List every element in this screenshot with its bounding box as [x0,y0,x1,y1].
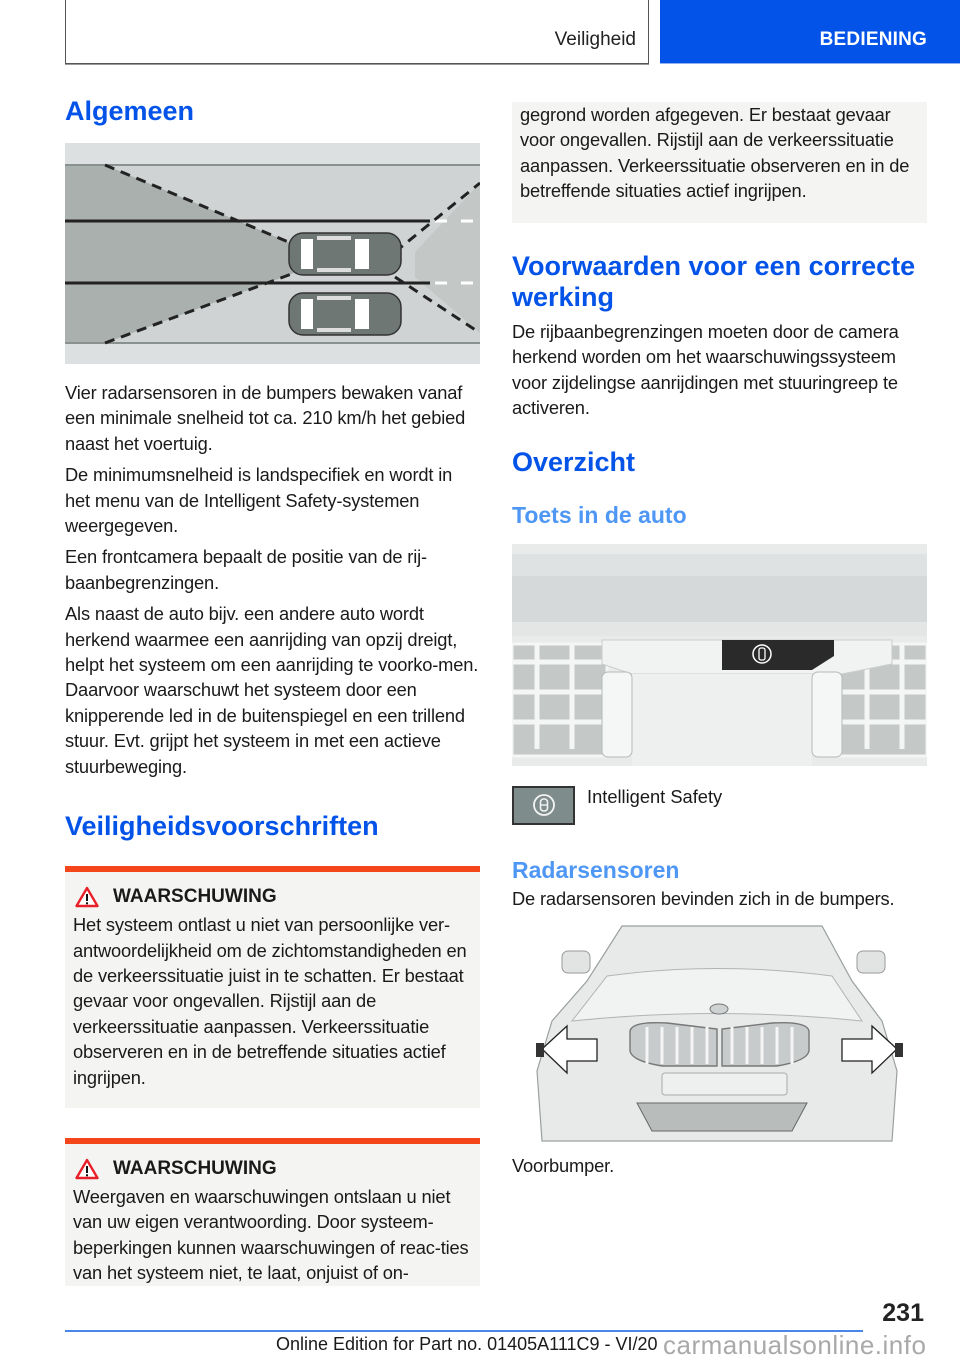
paragraph: De rijbaanbegrenzingen moeten door de camera herkend worden om het waarschuwingssysteem voor zijdelingse aanrijdingen met stuuringreep te activeren. [512,321,899,419]
intelligent-safety-button[interactable] [512,786,575,825]
warning-triangle-icon [75,886,99,908]
chapter-title: BEDIENING [819,29,927,50]
subheading-button: Toets in de auto [512,501,687,528]
warning-title: WAARSCHUWING [113,886,277,908]
warning-text: Het systeem ontlast u niet van persoonlijke ver-antwoordelijkheid om de zichtomstandigheden en de verkeerssituatie juist in te schatten. Er bestaat gevaar voor ongevallen. Rijstijl aan de verkeerssituatie aanpassen. Verkeerssituatie observeren en in de betreffende situaties actief ingrijpen. [73,914,467,1088]
heading-conditions: Voorwaarden voor een correcte werking [512,251,916,312]
page-number: 231 [882,1299,924,1327]
warning-triangle-icon [75,1158,99,1180]
paragraph: Vier radarsensoren in de bumpers bewaken vanaf een minimale snelheid tot ca. 210 km/h het gebied naast het voertuig. [65,382,466,454]
right-column [512,102,927,1184]
section-tab [65,0,649,64]
heading-general: Algemeen [65,96,195,126]
figure-caption: Voorbumper. [512,1155,615,1177]
console-illustration-icon [512,544,927,766]
watermark: carmanualsonline.info [663,1330,927,1360]
warning-title: WAARSCHUWING [113,1157,277,1179]
button-label: Intelligent Safety [587,785,723,807]
car-front-illustration-icon [522,921,917,1145]
figure-console-button [512,544,927,766]
car-top-view-icon [289,233,401,275]
warning-box [65,1138,480,1286]
chapter-tab [660,0,960,64]
road-diagram-icon [65,143,480,364]
warning-box [65,866,480,1108]
paragraph: De radarsensoren bevinden zich in de bumpers. [512,887,895,909]
warning-continuation [512,102,927,223]
section-title: Veiligheid [554,29,636,50]
figure-radar-zones [65,143,480,364]
paragraph: Als naast de auto bijv. een andere auto wordt herkend waarmee een aanrijding van opzij dreigt, helpt het systeem om een aanrijding te voorko-men. Daarvoor waarschuwt het systeem door een knipperende led in de buitenspiegel en een trillend stuur. Evt. grijpt het systeem in met een actieve stuurbeweging. [65,603,479,777]
warning-text: Weergaven en waarschuwingen ontslaan u niet van uw eigen verantwoording. Door systeem-beperkingen kunnen waarschuwingen of reac-ties van het systeem niet, te laat, onjuist of on- [73,1185,469,1284]
button-legend [512,786,927,825]
paragraph: De minimumsnelheid is landspecifiek en wordt in het menu van de Intelligent Safety-systemen weergegeven. [65,464,453,537]
heading-overview: Overzicht [512,446,636,477]
warning-text: gegrond worden afgegeven. Er bestaat gevaar voor ongevallen. Rijstijl aan de verkeerssituatie aanpassen. Verkeerssituatie observeren en in de betreffende situaties actief ingrijpen. [520,104,910,202]
heading-safety: Veiligheidsvoorschriften [65,811,379,842]
subheading-radar: Radarsensoren [512,856,680,883]
paragraph: Een frontcamera bepaalt de positie van de rij-baanbegrenzingen. [65,546,427,593]
intelligent-safety-icon [531,792,557,818]
figure-front-bumper [522,921,917,1145]
car-top-view-icon [289,293,401,335]
left-column [65,96,480,1286]
edition-text: Online Edition for Part no. 01405A111C9 - VI/20 [276,1334,658,1354]
